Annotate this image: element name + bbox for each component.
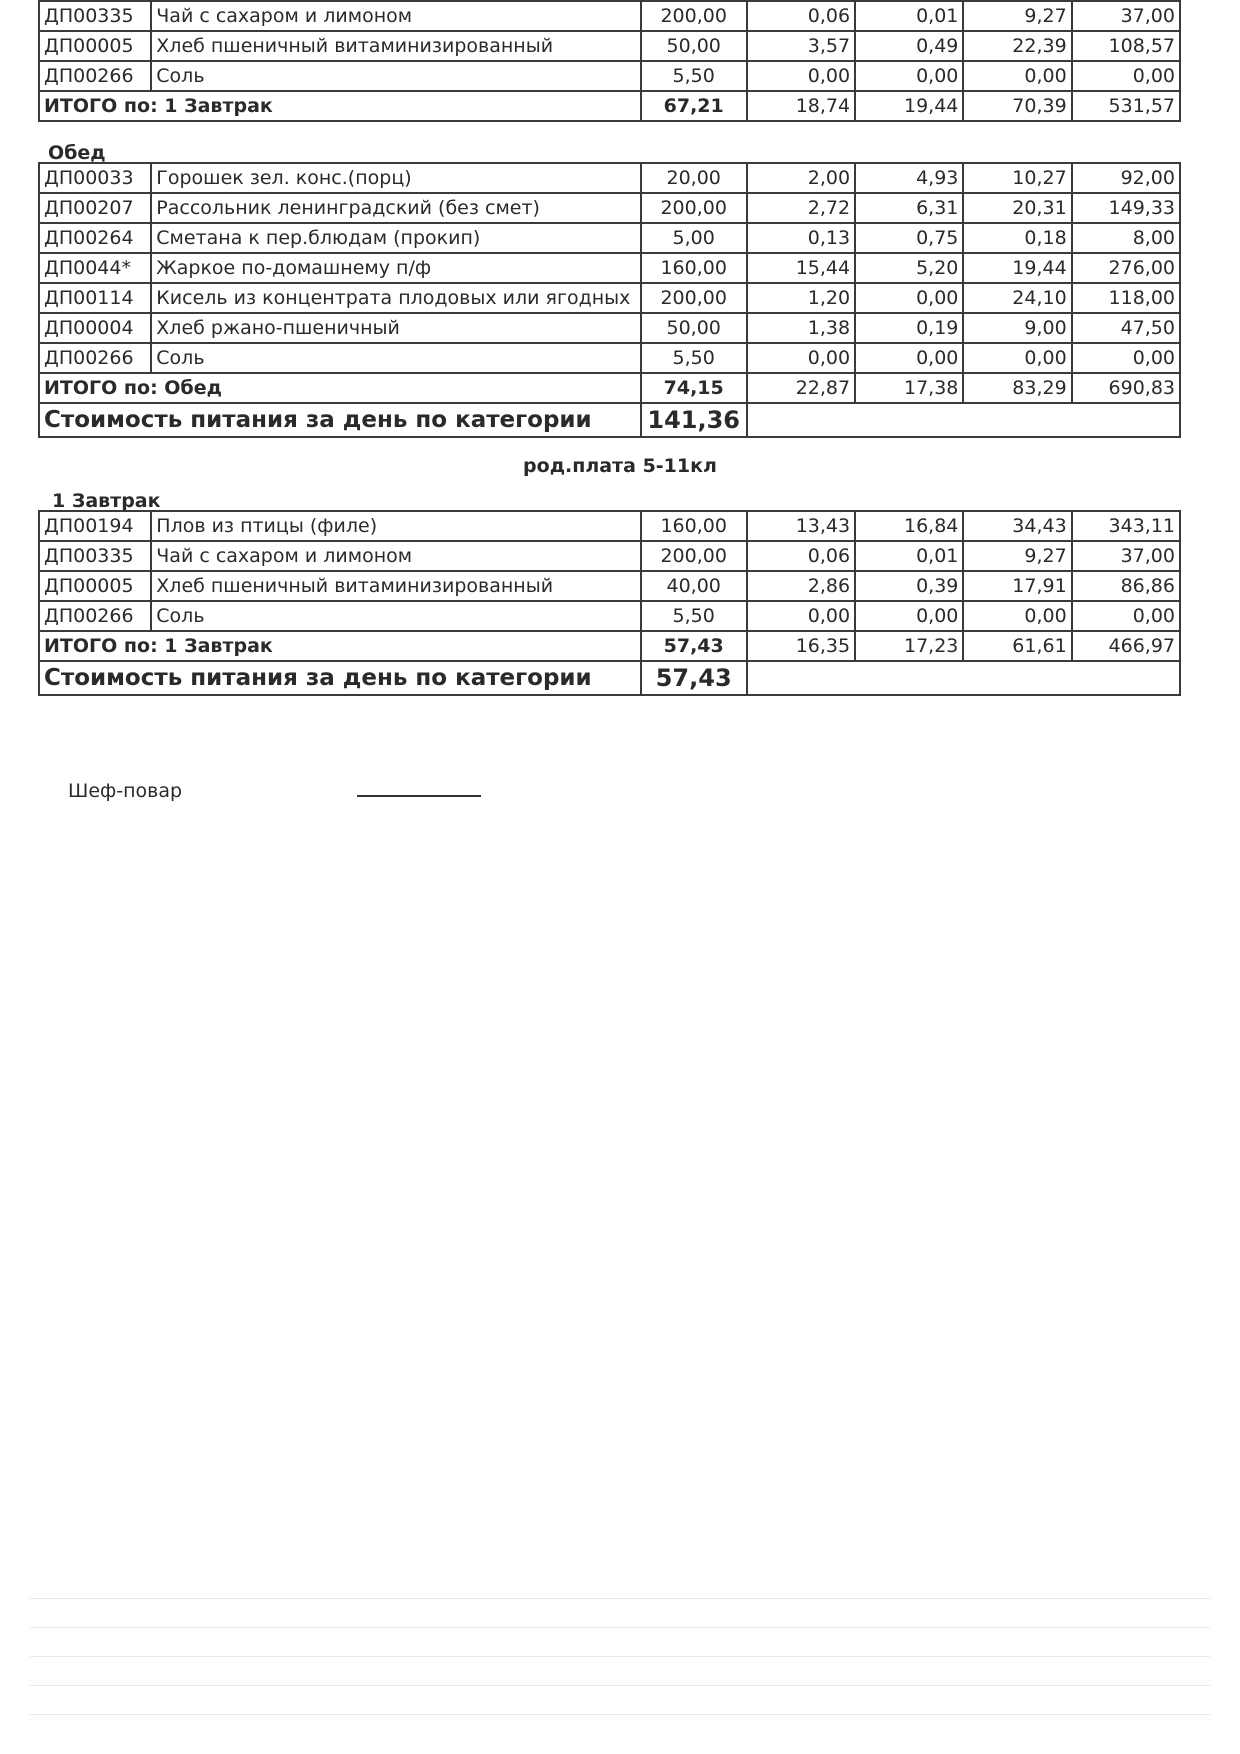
dish-fats: 0,00 <box>855 343 963 373</box>
dish-carbs: 20,31 <box>963 193 1071 223</box>
daily-cost-row <box>39 661 1180 695</box>
dish-kcal: 92,00 <box>1072 163 1180 193</box>
dish-kcal: 8,00 <box>1072 223 1180 253</box>
daily-cost-empty <box>747 661 1180 695</box>
dish-proteins: 2,72 <box>747 193 855 223</box>
total-fats: 17,38 <box>855 373 963 403</box>
dish-proteins: 0,00 <box>747 343 855 373</box>
dish-fats: 6,31 <box>855 193 963 223</box>
dish-carbs: 9,00 <box>963 313 1071 343</box>
dish-name: Горошек зел. конс.(порц) <box>151 163 640 193</box>
table-row <box>39 313 1180 343</box>
dish-weight: 160,00 <box>641 511 747 541</box>
dish-carbs: 0,00 <box>963 61 1071 91</box>
table-row <box>39 571 1180 601</box>
table-row <box>39 511 1180 541</box>
dish-weight: 20,00 <box>641 163 747 193</box>
dish-carbs: 34,43 <box>963 511 1071 541</box>
daily-cost-row <box>39 403 1180 437</box>
dish-kcal: 276,00 <box>1072 253 1180 283</box>
breakfast-section-title: 1 Завтрак <box>52 490 161 512</box>
dish-fats: 0,75 <box>855 223 963 253</box>
total-row <box>39 373 1180 403</box>
dish-weight: 50,00 <box>641 313 747 343</box>
dish-kcal: 118,00 <box>1072 283 1180 313</box>
signature-line <box>357 795 481 797</box>
table-row <box>39 343 1180 373</box>
total-row <box>39 91 1180 121</box>
dish-carbs: 19,44 <box>963 253 1071 283</box>
table-row <box>39 61 1180 91</box>
dish-proteins: 2,00 <box>747 163 855 193</box>
dish-kcal: 47,50 <box>1072 313 1180 343</box>
dish-proteins: 3,57 <box>747 31 855 61</box>
breakfast-table-category-1 <box>38 0 1181 122</box>
dish-proteins: 0,06 <box>747 541 855 571</box>
dish-code: ДП00266 <box>39 343 151 373</box>
dish-fats: 16,84 <box>855 511 963 541</box>
dish-name: Чай с сахаром и лимоном <box>151 541 640 571</box>
breakfast-table-body <box>39 1 1180 121</box>
category-2-table-body <box>39 511 1180 695</box>
dish-name: Рассольник ленинградский (без смет) <box>151 193 640 223</box>
table-row <box>39 283 1180 313</box>
dish-fats: 5,20 <box>855 253 963 283</box>
total-carbs: 61,61 <box>963 631 1071 661</box>
daily-cost-label: Стоимость питания за день по категории <box>39 661 641 695</box>
total-carbs: 83,29 <box>963 373 1071 403</box>
dish-code: ДП00207 <box>39 193 151 223</box>
dish-kcal: 37,00 <box>1072 541 1180 571</box>
total-kcal: 690,83 <box>1072 373 1180 403</box>
total-row <box>39 631 1180 661</box>
table-row <box>39 163 1180 193</box>
total-weight: 74,15 <box>641 373 747 403</box>
dish-kcal: 108,57 <box>1072 31 1180 61</box>
category-title: род.плата 5-11кл <box>523 455 717 477</box>
dish-proteins: 0,00 <box>747 601 855 631</box>
dish-weight: 50,00 <box>641 31 747 61</box>
daily-cost-empty <box>747 403 1180 437</box>
table-row <box>39 601 1180 631</box>
chef-label: Шеф-повар <box>68 780 183 802</box>
dish-kcal: 0,00 <box>1072 61 1180 91</box>
dish-weight: 200,00 <box>641 193 747 223</box>
dish-weight: 200,00 <box>641 541 747 571</box>
dish-name: Соль <box>151 343 640 373</box>
dish-proteins: 15,44 <box>747 253 855 283</box>
dish-fats: 0,19 <box>855 313 963 343</box>
dish-code: ДП00266 <box>39 601 151 631</box>
total-carbs: 70,39 <box>963 91 1071 121</box>
daily-cost-value: 141,36 <box>641 403 747 437</box>
table-row <box>39 253 1180 283</box>
dish-carbs: 9,27 <box>963 541 1071 571</box>
total-label: ИТОГО по: 1 Завтрак <box>39 91 641 121</box>
table-row <box>39 193 1180 223</box>
dish-name: Хлеб пшеничный витаминизированный <box>151 31 640 61</box>
dish-fats: 0,01 <box>855 541 963 571</box>
dish-name: Жаркое по-домашнему п/ф <box>151 253 640 283</box>
dish-carbs: 17,91 <box>963 571 1071 601</box>
dish-weight: 5,50 <box>641 601 747 631</box>
dish-name: Кисель из концентрата плодовых или ягодных <box>151 283 640 313</box>
total-weight: 57,43 <box>641 631 747 661</box>
table-row <box>39 223 1180 253</box>
dish-carbs: 0,00 <box>963 601 1071 631</box>
bleed-through-background <box>30 1570 1210 1740</box>
dish-code: ДП00033 <box>39 163 151 193</box>
dish-proteins: 1,38 <box>747 313 855 343</box>
lunch-section-title: Обед <box>48 142 106 164</box>
daily-cost-label: Стоимость питания за день по категории <box>39 403 641 437</box>
dish-weight: 200,00 <box>641 1 747 31</box>
dish-name: Сметана к пер.блюдам (прокип) <box>151 223 640 253</box>
dish-weight: 40,00 <box>641 571 747 601</box>
dish-kcal: 149,33 <box>1072 193 1180 223</box>
lunch-table <box>38 162 1181 438</box>
total-kcal: 531,57 <box>1072 91 1180 121</box>
total-proteins: 16,35 <box>747 631 855 661</box>
dish-weight: 5,50 <box>641 343 747 373</box>
dish-kcal: 0,00 <box>1072 343 1180 373</box>
total-label: ИТОГО по: 1 Завтрак <box>39 631 641 661</box>
dish-fats: 4,93 <box>855 163 963 193</box>
dish-code: ДП0044* <box>39 253 151 283</box>
dish-proteins: 1,20 <box>747 283 855 313</box>
dish-kcal: 343,11 <box>1072 511 1180 541</box>
dish-weight: 5,50 <box>641 61 747 91</box>
dish-name: Чай с сахаром и лимоном <box>151 1 640 31</box>
dish-proteins: 13,43 <box>747 511 855 541</box>
dish-carbs: 10,27 <box>963 163 1071 193</box>
table-row <box>39 541 1180 571</box>
dish-fats: 0,00 <box>855 61 963 91</box>
dish-kcal: 37,00 <box>1072 1 1180 31</box>
total-weight: 67,21 <box>641 91 747 121</box>
dish-weight: 5,00 <box>641 223 747 253</box>
table-row <box>39 31 1180 61</box>
total-fats: 19,44 <box>855 91 963 121</box>
total-fats: 17,23 <box>855 631 963 661</box>
dish-code: ДП00264 <box>39 223 151 253</box>
dish-carbs: 22,39 <box>963 31 1071 61</box>
dish-code: ДП00266 <box>39 61 151 91</box>
total-proteins: 18,74 <box>747 91 855 121</box>
dish-code: ДП00194 <box>39 511 151 541</box>
dish-fats: 0,39 <box>855 571 963 601</box>
total-kcal: 466,97 <box>1072 631 1180 661</box>
dish-name: Плов из птицы (филе) <box>151 511 640 541</box>
dish-fats: 0,00 <box>855 601 963 631</box>
lunch-table-body <box>39 163 1180 437</box>
dish-fats: 0,01 <box>855 1 963 31</box>
dish-proteins: 2,86 <box>747 571 855 601</box>
dish-name: Соль <box>151 61 640 91</box>
dish-name: Хлеб пшеничный витаминизированный <box>151 571 640 601</box>
dish-code: ДП00335 <box>39 1 151 31</box>
dish-name: Соль <box>151 601 640 631</box>
dish-code: ДП00005 <box>39 571 151 601</box>
dish-name: Хлеб ржано-пшеничный <box>151 313 640 343</box>
dish-kcal: 0,00 <box>1072 601 1180 631</box>
dish-weight: 160,00 <box>641 253 747 283</box>
dish-kcal: 86,86 <box>1072 571 1180 601</box>
dish-fats: 0,49 <box>855 31 963 61</box>
dish-fats: 0,00 <box>855 283 963 313</box>
daily-cost-value: 57,43 <box>641 661 747 695</box>
dish-carbs: 9,27 <box>963 1 1071 31</box>
dish-proteins: 0,00 <box>747 61 855 91</box>
dish-proteins: 0,13 <box>747 223 855 253</box>
dish-weight: 200,00 <box>641 283 747 313</box>
total-proteins: 22,87 <box>747 373 855 403</box>
dish-proteins: 0,06 <box>747 1 855 31</box>
dish-code: ДП00335 <box>39 541 151 571</box>
dish-code: ДП00005 <box>39 31 151 61</box>
dish-code: ДП00004 <box>39 313 151 343</box>
dish-carbs: 0,00 <box>963 343 1071 373</box>
dish-code: ДП00114 <box>39 283 151 313</box>
table-row <box>39 1 1180 31</box>
breakfast-table-category-2 <box>38 510 1181 696</box>
dish-carbs: 0,18 <box>963 223 1071 253</box>
total-label: ИТОГО по: Обед <box>39 373 641 403</box>
dish-carbs: 24,10 <box>963 283 1071 313</box>
